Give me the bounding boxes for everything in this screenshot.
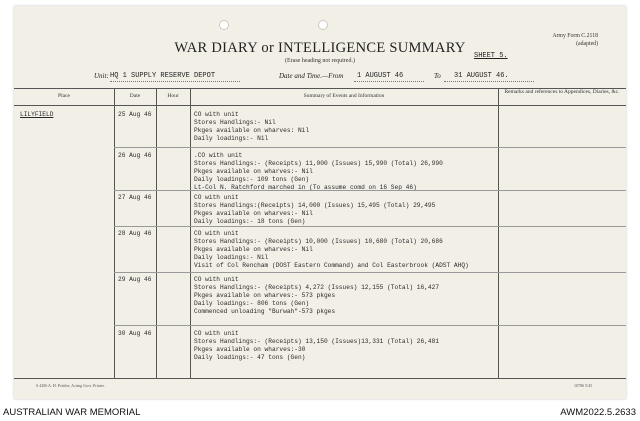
caption-accession: AWM2022.5.2633	[560, 407, 636, 418]
row-date: 27 Aug 46	[118, 194, 152, 201]
column-header-place: Place	[58, 93, 70, 99]
form-title: WAR DIARY or INTELLIGENCE SUMMARY	[174, 40, 466, 56]
form-ref-line-1: Army Form C.2118	[552, 33, 598, 39]
row-date: 30 Aug 46	[118, 330, 152, 337]
date-from-underline	[354, 81, 424, 82]
punch-hole	[318, 20, 328, 30]
row-entry: CO with unit Stores Handlings:- Nil Pkges available on wharves: Nil Daily loadings:- Nil	[194, 111, 310, 142]
row-divider	[114, 325, 626, 326]
row-date: 26 Aug 46	[118, 152, 152, 159]
unit-label: Unit:	[94, 72, 109, 80]
column-divider	[498, 88, 499, 378]
date-to-underline	[444, 81, 534, 82]
row-divider	[114, 226, 626, 227]
date-to-value: 31 AUGUST 46.	[454, 72, 509, 80]
punch-hole	[219, 20, 229, 30]
printer-imprint: S 4206 A. H. Pettifer, Acting Govt. Printer.	[36, 383, 105, 388]
column-divider	[190, 88, 191, 378]
row-date: 29 Aug 46	[118, 276, 152, 283]
diary-sheet	[14, 6, 626, 399]
unit-value: HQ 1 SUPPLY RESERVE DEPOT	[110, 72, 216, 80]
column-header-hour: Hour	[167, 93, 179, 99]
diary-table	[14, 88, 626, 378]
form-code: 10786 5/45	[574, 383, 593, 388]
column-header-summary: Summary of Events and Information	[303, 93, 385, 99]
row-entry: CO with unit Stores Handlings:- (Receipts) 13,150 (Issues)13,331 (Total) 26,481 Pkges available on wharves:-30 Daily loadings:- 47 tons (Gen)	[194, 330, 440, 361]
row-date: 25 Aug 46	[118, 111, 152, 118]
date-from-value: 1 AUGUST 46	[357, 72, 404, 80]
column-divider	[114, 88, 115, 378]
date-from-label: Date and Time.—From	[279, 72, 344, 80]
caption-source: AUSTRALIAN WAR MEMORIAL	[3, 407, 141, 418]
row-divider	[114, 190, 626, 191]
column-header-remarks: Remarks and references to Appendices, Diaries, &c.	[504, 89, 620, 95]
sheet-number: SHEET 5.	[474, 52, 508, 60]
row-place: LILYFIELD	[20, 111, 54, 118]
row-divider	[114, 147, 626, 148]
row-entry: CO with unit Stores Handlings:- (Receipts) 4,272 (Issues) 12,155 (Total) 16,427 Pkges available on wharves:- 573 pkges Daily loadings:- 806 tons (Gen) Commenced unloading "Burwah"-573 pkges	[194, 276, 440, 315]
form-subtitle: (Erase heading not required.)	[285, 58, 355, 64]
header-bottom-border	[14, 105, 626, 106]
column-header-date: Date	[129, 93, 141, 99]
row-date: 28 Aug 46	[118, 230, 152, 237]
row-entry: CO with unit Stores Handlings:- (Receipts) 10,000 (Issues) 10,680 (Total) 20,686 Pkges available on wharves:- Nil Daily loadings:- Nil Visit of Col Rencham (DOST Eastern Command) and Col Easterbrook (ADST AHQ)	[194, 230, 469, 269]
unit-underline	[110, 81, 240, 82]
table-bottom-border	[14, 378, 626, 379]
row-entry: CO with unit Stores Handlings:(Receipts) 14,000 (Issues) 15,495 (Total) 29,495 Pkges available on wharves:- Nil Daily loadings:- 18 tons (Gen)	[194, 194, 436, 225]
row-entry: .CO with unit Stores Handlings:- (Receipts) 11,000 (Issues) 15,990 (Total) 26,990 Pkges available on wharves:- Nil Daily loadings:- 109 tons (Gen) Lt-Col N. Ratchford marched in (To assume comd on 16 Sep 46)	[194, 152, 443, 191]
form-ref-line-2: (adapted)	[576, 41, 598, 47]
column-divider	[156, 88, 157, 378]
row-divider	[114, 272, 626, 273]
date-to-label: To	[434, 72, 441, 80]
